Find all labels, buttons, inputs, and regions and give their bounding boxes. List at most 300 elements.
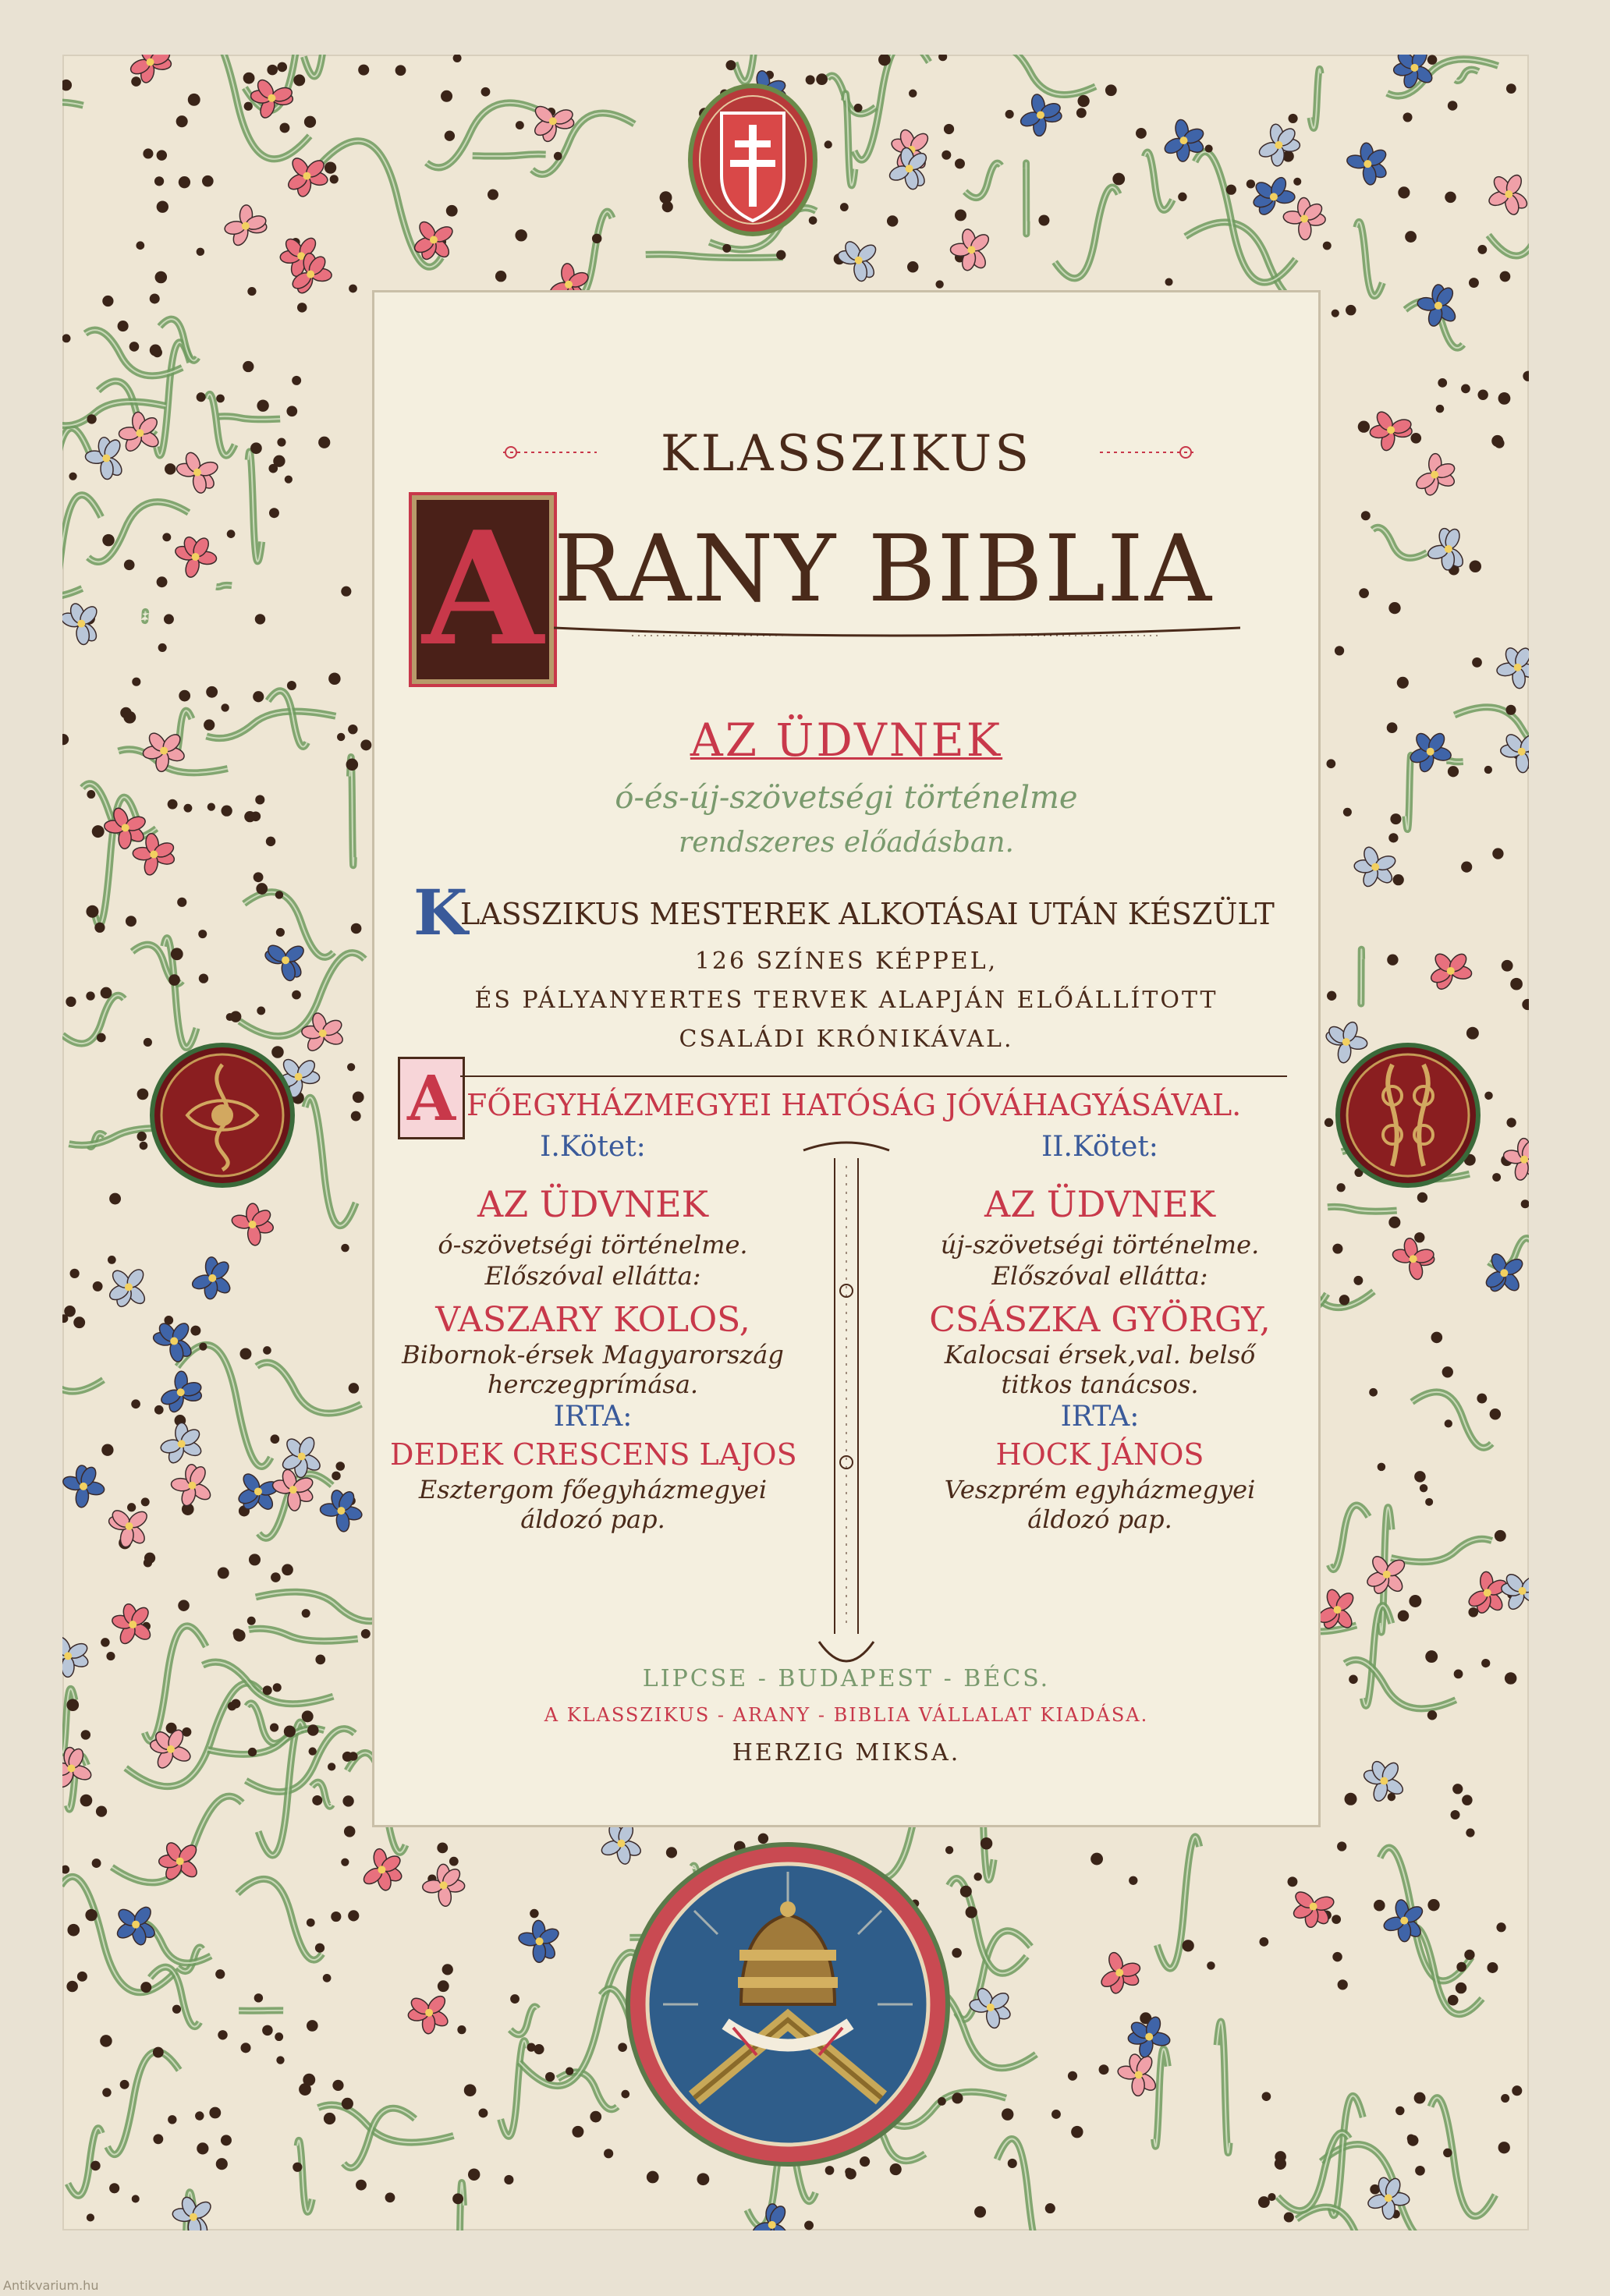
dot — [385, 2192, 395, 2202]
dot — [446, 205, 458, 217]
dot — [249, 1554, 261, 1565]
publisher-line3: HERZIG MIKSA. — [732, 1739, 961, 1766]
dot — [1268, 2193, 1275, 2201]
dot — [887, 215, 898, 226]
dot — [449, 1857, 459, 1866]
flower-icon — [1429, 951, 1473, 992]
dot — [1468, 1607, 1478, 1617]
dot — [287, 681, 296, 690]
dot — [1427, 55, 1438, 65]
flower-icon — [1257, 123, 1300, 167]
vine-stroke — [257, 1362, 361, 1413]
flower-icon — [1282, 197, 1325, 240]
flower-icon — [107, 1267, 147, 1309]
volume-2-author-role2: áldozó pap. — [1027, 1504, 1172, 1534]
flower-icon — [1501, 1571, 1529, 1612]
dot — [1332, 1952, 1342, 1961]
dot — [1353, 1276, 1363, 1285]
dot — [510, 1994, 520, 2004]
dot — [315, 1943, 324, 1953]
dot — [292, 376, 301, 385]
dot — [277, 62, 287, 73]
dot — [97, 1033, 106, 1043]
vine-stroke — [827, 76, 875, 114]
dot — [722, 244, 731, 253]
flower-icon — [1354, 845, 1397, 889]
central-ornament — [796, 1135, 897, 1681]
flower-icon — [1098, 1951, 1141, 1994]
dot — [1374, 1900, 1385, 1912]
vine-stroke — [1373, 527, 1427, 558]
dot — [1288, 114, 1297, 123]
dot — [1077, 95, 1089, 107]
dot — [341, 1244, 349, 1253]
dot — [137, 1132, 147, 1141]
volume-2-preface-role2: titkos tanácsos. — [1001, 1369, 1199, 1399]
flower-icon — [1484, 1252, 1525, 1294]
flower-icon — [320, 1489, 363, 1532]
dot — [162, 533, 171, 541]
dot — [955, 158, 965, 168]
dot — [1387, 955, 1398, 966]
dot — [1068, 2071, 1077, 2081]
volume-1-preface-role1: Bibornok-érsek Magyarország — [402, 1340, 784, 1369]
dot — [942, 151, 951, 160]
volume-1-author-role2: áldozó pap. — [520, 1504, 665, 1534]
dot — [1293, 178, 1301, 186]
dot — [438, 1980, 449, 1992]
flower-icon — [285, 155, 328, 198]
dot — [453, 55, 462, 62]
dot — [254, 872, 264, 882]
dot — [342, 1752, 353, 1762]
volume-1-label: I.Kötet: — [540, 1131, 646, 1163]
dot — [109, 1193, 121, 1205]
flower-icon — [950, 228, 991, 271]
dot — [1414, 1471, 1426, 1483]
flower-icon — [85, 437, 125, 480]
dot — [318, 437, 330, 448]
dot — [315, 1654, 325, 1664]
dot — [1259, 1937, 1268, 1947]
dot — [481, 87, 491, 97]
dot — [1472, 657, 1482, 668]
dot — [356, 2180, 367, 2191]
flower-icon — [62, 1747, 93, 1790]
dot — [1484, 766, 1492, 774]
ornament-right — [1100, 441, 1193, 464]
dot — [1397, 677, 1409, 689]
dot — [168, 799, 178, 810]
dot — [273, 455, 285, 467]
dot — [1466, 1828, 1474, 1837]
dot — [197, 248, 204, 256]
dot — [1045, 2203, 1055, 2213]
dot — [1498, 392, 1511, 405]
dot — [1099, 2064, 1109, 2075]
flower-icon — [1417, 285, 1458, 328]
dot — [1477, 1394, 1487, 1404]
dot — [304, 116, 316, 128]
dot — [302, 1710, 314, 1722]
dot — [263, 1685, 272, 1695]
dot — [276, 2056, 284, 2064]
dot — [141, 1497, 150, 1506]
flower-icon — [1502, 1138, 1529, 1181]
dot — [293, 74, 305, 86]
dot — [1008, 2159, 1017, 2168]
dot — [87, 2213, 94, 2221]
vine-stroke — [246, 1729, 354, 1792]
flower-icon — [190, 1256, 232, 1299]
double-cross-shield-icon — [686, 82, 819, 238]
flower-icon — [518, 1920, 562, 1963]
flower-icon — [1409, 731, 1452, 774]
dot — [1523, 371, 1529, 381]
volume-2-preface-author: CSÁSZKA GYÖRGY, — [929, 1300, 1271, 1340]
approval-rule — [460, 1072, 1287, 1080]
volume-1-preface-author: VASZARY KOLOS, — [435, 1300, 750, 1340]
dot — [109, 2183, 119, 2193]
volume-1-preface-role2: herczegprímása. — [487, 1369, 699, 1399]
vine-stroke — [1055, 187, 1119, 278]
dot — [297, 303, 307, 313]
dot — [92, 1858, 101, 1868]
volume-2 — [897, 1131, 1303, 1534]
dot — [590, 2111, 601, 2123]
dot — [179, 176, 190, 188]
dot — [1456, 1982, 1466, 1993]
dot — [441, 90, 452, 102]
dot — [218, 1568, 229, 1579]
dot — [825, 140, 832, 148]
dot — [1491, 435, 1503, 447]
left-medallion-icon — [148, 1041, 296, 1189]
dot — [150, 293, 160, 303]
dot — [171, 948, 183, 960]
dot — [140, 1982, 151, 1993]
dot — [197, 2142, 208, 2154]
dot — [307, 2020, 318, 2032]
dot — [1226, 185, 1236, 195]
dot — [592, 234, 602, 244]
dot — [144, 1553, 155, 1564]
volume-2-author: HOCK JÁNOS — [995, 1437, 1204, 1472]
vine-stroke — [88, 502, 189, 562]
dot — [267, 65, 278, 76]
dot — [216, 2158, 228, 2170]
dot — [1410, 433, 1421, 444]
dot — [395, 65, 406, 76]
flower-icon — [159, 1371, 203, 1414]
dot — [282, 1564, 293, 1575]
dot — [73, 1316, 85, 1328]
title-underline — [554, 620, 1240, 643]
dot — [1359, 588, 1369, 598]
dot — [262, 2025, 273, 2036]
dot — [253, 691, 264, 702]
dot — [216, 395, 225, 403]
dot — [257, 399, 268, 411]
dot — [62, 80, 72, 90]
volume-2-preface-role1: Kalocsai érsek,val. belső — [944, 1340, 1256, 1369]
dot — [530, 1909, 539, 1919]
dot — [179, 690, 190, 702]
dot — [183, 804, 192, 813]
subtitle: AZ ÜDVNEK — [690, 714, 1003, 767]
dot — [1510, 978, 1523, 990]
dot — [358, 65, 369, 76]
dot — [488, 190, 498, 200]
dot — [1484, 1092, 1492, 1100]
dot — [697, 2173, 710, 2185]
dot — [94, 923, 105, 933]
dot — [1487, 1962, 1498, 1973]
dot — [495, 271, 506, 282]
dot — [1339, 1295, 1349, 1305]
dot — [1205, 144, 1213, 152]
volume-1-subtitle: ó-szövetségi történelme. — [438, 1230, 748, 1260]
vine-stroke — [305, 1097, 356, 1225]
dot — [280, 123, 290, 133]
dot — [1414, 1232, 1424, 1242]
flower-icon — [888, 147, 930, 190]
dot — [348, 725, 357, 734]
dot — [1405, 231, 1417, 243]
dot — [457, 2025, 466, 2034]
dot — [127, 1503, 136, 1511]
dot — [1287, 1876, 1297, 1887]
flower-icon — [62, 1465, 105, 1508]
vine-stroke — [1380, 1848, 1471, 1981]
dot — [1436, 405, 1445, 413]
dot — [332, 1472, 340, 1480]
dot — [1427, 1899, 1439, 1911]
dot — [1464, 1950, 1474, 1960]
dot — [1415, 2166, 1425, 2176]
dot — [1454, 1670, 1463, 1679]
vine-stroke — [239, 953, 364, 1036]
dot — [1462, 1795, 1473, 1805]
flower-icon — [1496, 646, 1529, 689]
dot — [309, 1747, 317, 1755]
dot — [909, 90, 917, 97]
dot — [243, 73, 255, 84]
dot — [1409, 1595, 1421, 1607]
dot — [846, 2169, 856, 2180]
dot — [168, 974, 180, 986]
dot — [328, 672, 340, 684]
dot — [199, 973, 208, 983]
flower-icon — [1346, 143, 1388, 186]
vine-stroke — [997, 2139, 1045, 2230]
dot — [1395, 2106, 1404, 2115]
dot — [77, 1972, 87, 1982]
dot — [725, 60, 736, 70]
dot — [154, 1405, 164, 1415]
dot — [1343, 808, 1352, 817]
ornament-left — [503, 441, 597, 464]
dot — [87, 414, 96, 423]
dot — [907, 261, 918, 272]
dot — [1005, 110, 1014, 119]
vine-stroke — [244, 892, 334, 958]
dot — [1505, 705, 1516, 715]
dot — [1461, 862, 1472, 873]
illuminated-initial-a: A — [412, 495, 554, 684]
dot — [158, 643, 167, 652]
dot — [1481, 1659, 1490, 1667]
dot — [286, 406, 297, 416]
dot — [140, 1142, 148, 1150]
flower-icon — [264, 942, 307, 982]
dot — [604, 2149, 613, 2158]
dot — [90, 2161, 101, 2171]
dot — [1346, 305, 1356, 316]
vine-stroke — [151, 1967, 200, 2026]
dot — [157, 576, 168, 587]
dot — [478, 2108, 488, 2117]
dot — [87, 790, 95, 799]
dot — [1522, 999, 1529, 1010]
dot — [1284, 2212, 1294, 2222]
dot — [1388, 602, 1400, 614]
dot — [1378, 1463, 1386, 1472]
dot — [126, 916, 137, 927]
watermark: Antikvarium.hu — [3, 2278, 99, 2293]
dot — [155, 271, 168, 284]
dot — [353, 1091, 364, 1103]
dot — [276, 928, 285, 937]
dot — [1165, 278, 1172, 285]
dot — [346, 759, 359, 771]
approval-initial: A — [398, 1057, 465, 1139]
publisher-line1: LIPCSE - BUDAPEST - BÉCS. — [642, 1665, 1051, 1692]
dot — [330, 175, 339, 183]
dot — [239, 1348, 251, 1359]
dot — [1452, 1784, 1463, 1794]
dot — [324, 161, 336, 173]
dot — [545, 2072, 555, 2082]
dot — [1326, 759, 1335, 768]
dot — [337, 733, 345, 741]
vine-stroke — [268, 691, 307, 747]
dot — [348, 1910, 359, 1921]
dot — [1038, 215, 1049, 226]
volume-1-author-role1: Esztergom főegyházmegyei — [418, 1475, 768, 1504]
vine-stroke — [207, 711, 336, 739]
description-line2: 126 SZÍNES KÉPPEL, — [694, 948, 998, 975]
dot — [292, 990, 301, 1000]
dot — [1398, 186, 1410, 198]
dot — [516, 121, 524, 129]
dot — [1407, 2135, 1418, 2146]
dot — [66, 1981, 78, 1993]
volume-1-title: AZ ÜDVNEK — [477, 1183, 709, 1225]
dot — [102, 296, 113, 306]
dot — [136, 241, 144, 250]
dot — [981, 1837, 992, 1849]
dot — [349, 285, 357, 293]
dot — [197, 392, 206, 402]
dot — [1369, 1388, 1378, 1397]
dot — [1505, 1672, 1516, 1684]
dot — [177, 898, 186, 907]
dot — [255, 614, 265, 624]
dot — [1490, 1408, 1501, 1419]
dot — [1393, 874, 1404, 885]
dot — [176, 115, 188, 127]
dot — [275, 891, 283, 898]
dot — [332, 2080, 343, 2091]
dot — [1451, 1810, 1460, 1819]
dot — [1358, 420, 1370, 432]
vine-stroke — [144, 1626, 206, 1741]
dot — [255, 795, 264, 804]
flower-icon — [62, 602, 100, 646]
dot — [331, 1912, 341, 1922]
approval-text: FŐEGYHÁZMEGYEI HATÓSÁG JÓVÁHAGYÁSÁVAL. — [466, 1088, 1242, 1122]
dot — [468, 2168, 480, 2180]
dot — [207, 803, 215, 810]
dot — [952, 2092, 963, 2103]
dot — [150, 345, 161, 356]
vine-stroke — [108, 2052, 179, 2155]
dot — [1438, 378, 1447, 388]
dot — [1090, 1853, 1103, 1866]
dot — [137, 1089, 149, 1100]
dot — [154, 176, 164, 186]
description-line1: LASSZIKUS MESTEREK ALKOTÁSAI UTÁN KÉSZÜLT — [460, 897, 1275, 931]
dot — [1495, 1530, 1506, 1542]
dot — [302, 1609, 310, 1617]
flower-icon — [224, 204, 268, 247]
vine-stroke — [1026, 163, 1027, 234]
vine-stroke — [1329, 1505, 1368, 1569]
dot — [102, 2088, 111, 2096]
dot — [215, 1969, 225, 1979]
dot — [1387, 722, 1398, 733]
dot — [101, 987, 112, 999]
dot — [1105, 84, 1117, 96]
dot — [464, 2084, 477, 2096]
dot — [230, 1011, 241, 1022]
dot — [1398, 1610, 1409, 1621]
dot — [1275, 2158, 1286, 2170]
dot — [178, 1600, 190, 1611]
dot — [204, 719, 215, 730]
flower-icon — [1413, 453, 1456, 496]
vine-stroke — [62, 1327, 103, 1391]
flower-icon — [407, 1993, 450, 2034]
dot — [1414, 2092, 1426, 2104]
dot — [973, 1873, 981, 1880]
dot — [221, 806, 232, 817]
dot — [1442, 1366, 1453, 1377]
dot — [342, 1795, 353, 1806]
dot — [840, 203, 849, 211]
flower-icon — [173, 535, 217, 579]
dot — [572, 2126, 583, 2138]
title-page — [62, 55, 1529, 2230]
right-medallion-icon — [1334, 1041, 1482, 1189]
dot — [263, 1346, 271, 1355]
dot — [1349, 1675, 1358, 1685]
dot — [172, 2005, 181, 2014]
volume-1-written-by: IRTA: — [553, 1401, 633, 1433]
flower-icon — [176, 451, 219, 494]
dot — [85, 1909, 97, 1921]
